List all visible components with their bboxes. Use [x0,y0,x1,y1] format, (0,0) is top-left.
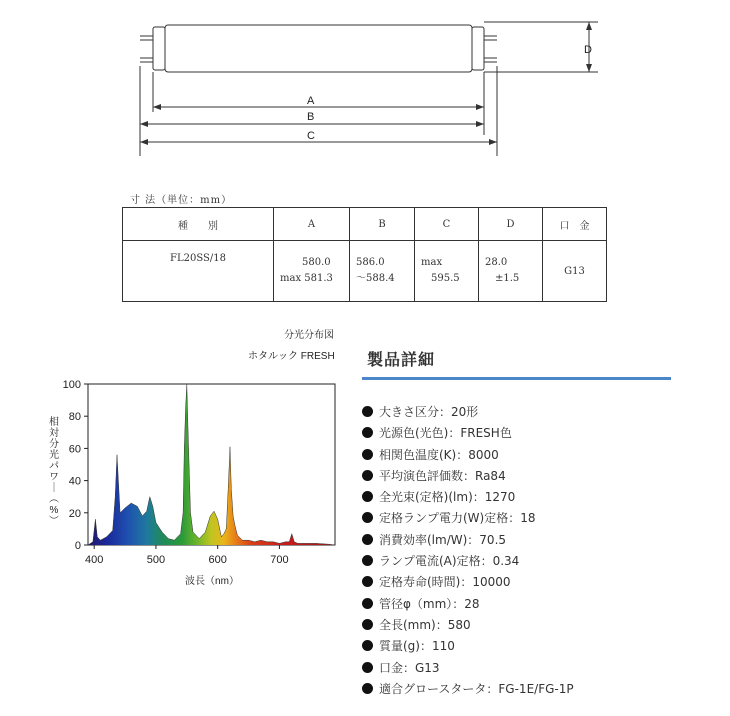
details-title: 製品詳細 [367,350,436,369]
header-a: A [274,208,350,241]
detail-text: 光源色(光色)：FRESH色 [379,426,512,441]
header-d: D [479,208,543,241]
y-axis-label-char: ワ [49,472,59,483]
bullet-icon [362,512,373,523]
bullet-icon [362,406,373,417]
list-item [362,487,574,508]
bullet-icon [362,576,373,587]
cell-b-value: 586.0 [356,257,385,268]
cell-c-value: 595.5 [421,273,460,284]
cell-a-max: max 581.3 [280,273,333,284]
lamp-tube [165,25,472,72]
y-axis-label-char: ︶ [49,516,59,527]
detail-text: 消費効率(lm/W)：70.5 [379,532,507,547]
detail-text: ランプ電流(A)定格：0.34 [379,554,520,569]
chart-title: 分光分布図 [284,330,334,341]
list-item [362,423,574,444]
list-item [362,594,574,615]
list-item [362,508,574,529]
cell-d-value: 28.0 [485,257,508,268]
bullet-icon [362,640,373,651]
list-item [362,402,574,423]
y-axis-label-char: % [49,505,59,516]
cell-c [415,241,479,302]
header-c: C [415,208,479,241]
y-axis-label [49,415,59,527]
detail-text: 適合グロースタータ：FG-1E/FG-1P [379,681,574,696]
list-item [362,466,574,487]
cell-a [274,241,350,302]
bullet-icon [362,662,373,673]
cell-d-tolerance: ±1.5 [485,273,520,284]
bullet-icon [362,555,373,566]
y-axis-label-char: 分 [49,439,59,450]
y-tick-label: 60 [68,443,81,456]
cell-d [479,241,543,302]
cell-base: G13 [543,241,607,302]
y-axis-label-text [49,415,59,527]
dim-label-c: C [307,130,315,142]
y-axis-label-char: 相 [49,417,59,428]
details-list [362,402,574,700]
bullet-icon [362,598,373,609]
spectrum-chart [40,370,350,595]
details-divider [362,377,671,380]
detail-text: 全光束(定格)(lm)：1270 [379,490,516,505]
cell-a-value: 580.0 [302,257,331,268]
x-axis-label: 波長（nm） [185,576,239,587]
y-axis-label-char: ︵ [49,494,59,505]
dimension-table [122,207,607,302]
y-tick-label: 100 [62,379,81,391]
y-tick-label: 0 [74,540,81,552]
y-axis-label-char: パ [49,461,59,472]
detail-text: 管径φ（mm）：28 [379,596,480,611]
lamp-right-cap [472,27,484,70]
detail-text: 定格寿命(時間)：10000 [379,575,511,590]
lamp-dimension-drawing [0,0,730,170]
table-row [123,241,607,302]
detail-text: 平均演色評価数：Ra84 [379,468,506,483]
cell-b-range: ～588.4 [356,273,395,284]
cell-c-max: max [421,257,443,268]
list-item [362,445,574,466]
chart-subtitle: ホタルック FRESH [248,351,335,362]
list-item [362,615,574,636]
y-tick-label: 40 [68,475,81,488]
bullet-icon [362,427,373,438]
bullet-icon [362,619,373,630]
x-axis-ticks [85,545,289,566]
header-base: 口 金 [543,208,607,241]
list-item [362,679,574,700]
detail-text: 相関色温度(K)：8000 [379,447,499,462]
list-item [362,551,574,572]
header-type: 種 別 [123,208,274,241]
dimension-caption: 寸 法（単位：mm） [130,195,233,206]
detail-text: 定格ランプ電力(W)定格：18 [379,511,536,526]
spectrum-area [88,384,335,545]
y-axis-ticks [63,379,88,552]
detail-text: 大きさ区分：20形 [379,405,479,419]
list-item [362,530,574,551]
detail-text: 口金：G13 [379,660,440,675]
detail-text: 質量(g)：110 [379,639,455,654]
dim-label-d: D [584,44,592,56]
x-tick-label: 500 [146,554,166,566]
header-b: B [350,208,415,241]
cell-type: FL20SS/18 [123,241,274,302]
dim-label-b: B [307,111,315,123]
x-tick-label: 400 [84,554,104,566]
list-item [362,572,574,593]
y-axis-label-char: ｜ [49,483,59,494]
dim-label-a: A [307,95,315,107]
bullet-icon [362,470,373,481]
y-axis-label-char: 光 [49,450,59,461]
list-item [362,636,574,657]
y-tick-label: 20 [68,507,81,520]
list-item [362,658,574,679]
x-tick-label: 700 [270,554,289,566]
bullet-icon [362,491,373,502]
lamp-left-cap [153,27,165,70]
bullet-icon [362,534,373,545]
y-tick-label: 80 [68,411,81,424]
bullet-icon [362,683,373,694]
detail-text: 全長(mm)：580 [379,617,471,632]
cell-b [350,241,415,302]
y-axis-label-char: 対 [49,428,59,439]
x-tick-label: 600 [208,554,227,566]
bullet-icon [362,449,373,460]
table-header-row [123,208,607,241]
